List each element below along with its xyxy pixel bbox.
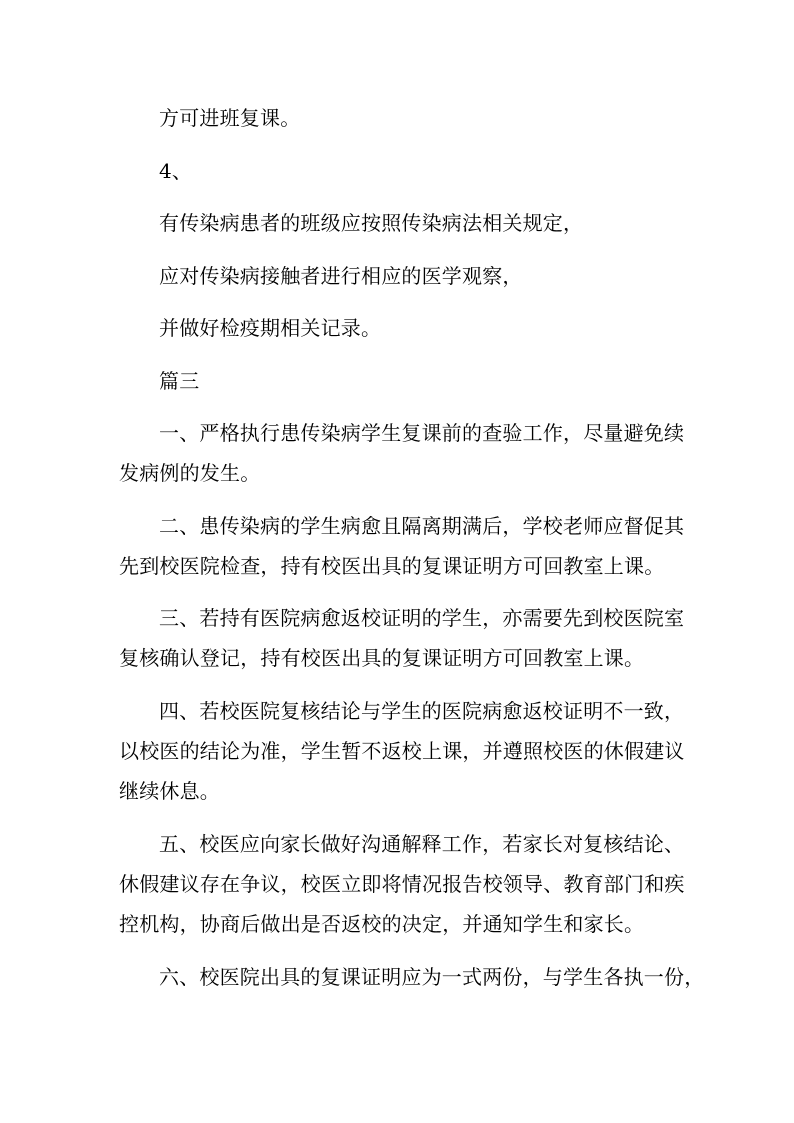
- paragraph-5-line-2: 休假建议存在争议，校医立即将情况报告校领导、教育部门和疾: [119, 872, 685, 896]
- paragraph-2-line-1: 二、患传染病的学生病愈且隔离期满后，学校老师应督促其: [159, 514, 685, 538]
- paragraph-4-line-3: 继续休息。: [119, 779, 220, 803]
- paragraph-4-line-2: 以校医的结论为准，学生暂不返校上课，并遵照校医的休假建议: [119, 739, 685, 763]
- section-heading: 篇三: [159, 369, 200, 393]
- paragraph-4-line-1: 四、若校医院复核结论与学生的医院病愈返校证明不一致，: [159, 699, 685, 723]
- text-line-4: 应对传染病接触者进行相应的医学观察，: [159, 264, 523, 288]
- paragraph-6-line-1: 六、校医院出具的复课证明应为一式两份，与学生各执一份，: [159, 965, 705, 989]
- paragraph-2-line-2: 先到校医院检查，持有校医出具的复课证明方可回教室上课。: [119, 554, 665, 578]
- text-line-3: 有传染病患者的班级应按照传染病法相关规定，: [159, 211, 584, 235]
- paragraph-3-line-2: 复核确认登记，持有校医出具的复课证明方可回教室上课。: [119, 646, 645, 670]
- paragraph-1-line-2: 发病例的发生。: [119, 461, 261, 485]
- text-line-2: 4、: [159, 159, 193, 183]
- text-line-5: 并做好检疫期相关记录。: [159, 316, 382, 340]
- text-line-1: 方可进班复课。: [159, 106, 301, 130]
- paragraph-5-line-1: 五、校医应向家长做好沟通解释工作，若家长对复核结论、: [159, 832, 685, 856]
- paragraph-1-line-1: 一、严格执行患传染病学生复课前的查验工作，尽量避免续: [159, 421, 685, 445]
- paragraph-3-line-1: 三、若持有医院病愈返校证明的学生，亦需要先到校医院室: [159, 606, 685, 630]
- paragraph-5-line-3: 控机构，协商后做出是否返校的决定，并通知学生和家长。: [119, 912, 645, 936]
